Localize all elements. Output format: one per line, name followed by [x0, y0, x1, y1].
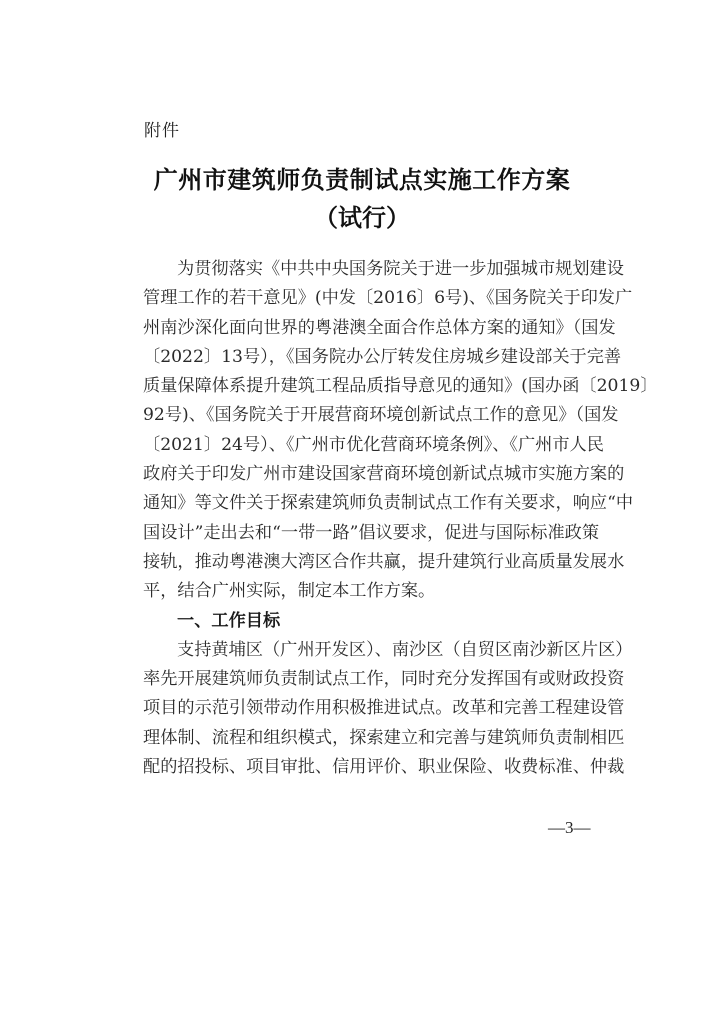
- paragraph-line: 管理工作的若干意见》(中发〔2016〕6号)、《国务院关于印发广: [143, 288, 633, 309]
- document-subtitle: （试行）: [314, 204, 410, 232]
- attachment-label: 附件: [144, 121, 180, 141]
- paragraph-line: 通知》等文件关于探索建筑师负责制试点工作有关要求，响应“中: [143, 493, 634, 514]
- paragraph-line: 理体制、流程和组织模式，探索建立和完善与建筑师负责制相匹: [143, 727, 625, 748]
- paragraph-line: 州南沙深化面向世界的粤港澳全面合作总体方案的通知》（国发: [143, 317, 616, 338]
- document-title: 广州市建筑师负责制试点实施工作方案: [153, 166, 571, 194]
- paragraph-line: 政府关于印发广州市建设国家营商环境创新试点城市实施方案的: [143, 464, 625, 485]
- paragraph-line: 支持黄埔区（广州开发区）、南沙区（自贸区南沙新区片区）: [177, 639, 633, 660]
- paragraph-line: 项目的示范引领带动作用积极推进试点。改革和完善工程建设管: [143, 698, 625, 719]
- section-heading: 一、工作目标: [177, 610, 281, 631]
- paragraph-line: 国设计”走出去和“一带一路”倡议要求，促进与国际标准政策: [143, 522, 600, 543]
- paragraph-line: 〔2022〕13号），《国务院办公厅转发住房城乡建设部关于完善: [143, 346, 622, 367]
- paragraph-line: 质量保障体系提升建筑工程品质指导意见的通知》(国办函〔2019〕: [143, 376, 658, 397]
- paragraph-line: 平，结合广州实际，制定本工作方案。: [143, 581, 436, 602]
- paragraph-line: 为贯彻落实《中共中央国务院关于进一步加强城市规划建设: [177, 259, 624, 279]
- paragraph-line: 92号)、《国务院关于开展营商环境创新试点工作的意见》（国发: [143, 405, 619, 426]
- document-body: [143, 255, 658, 782]
- page-number: —3—: [548, 818, 591, 837]
- paragraph-line: 配的招投标、项目审批、信用评价、职业保险、收费标准、仲裁: [143, 757, 625, 778]
- paragraph-line: 〔2021〕24号）、《广州市优化营商环境条例》、《广州市人民: [143, 434, 604, 455]
- paragraph-line: 率先开展建筑师负责制试点工作，同时充分发挥国有或财政投资: [143, 669, 625, 690]
- paragraph-line: 接轨，推动粤港澳大湾区合作共赢，提升建筑行业高质量发展水: [143, 551, 625, 572]
